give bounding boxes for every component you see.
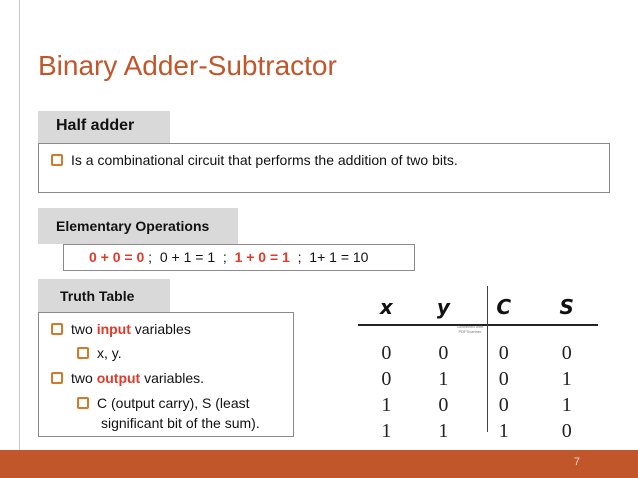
bullet-icon [51, 372, 63, 384]
elementary-operations-box [63, 244, 415, 271]
op-separator-2: ; 1+ 1 = 10 [289, 249, 369, 265]
left-rule [19, 0, 20, 450]
half-adder-box [38, 143, 610, 193]
table-header-row [358, 286, 598, 328]
truth-table [358, 286, 598, 442]
truth-table-bullets-box [38, 312, 294, 437]
cell: 1 [438, 368, 449, 390]
cell: 0 [381, 342, 392, 364]
input-prefix: two [71, 321, 97, 337]
output-prefix: two [71, 370, 97, 386]
op-0-plus-0: 0 + 0 = 0 [89, 249, 145, 265]
table-row [358, 392, 598, 418]
bullet-icon [77, 397, 89, 409]
header-x: x [379, 295, 393, 319]
bullet-icon [51, 323, 63, 335]
input-vars-text: x, y. [97, 345, 122, 361]
output-vars-continuation [101, 415, 260, 433]
cell: 0 [561, 342, 572, 364]
op-separator-1: ; 0 + 1 = 1 ; [144, 249, 235, 265]
cell: 0 [381, 368, 392, 390]
cell: 0 [438, 342, 449, 364]
header-y: y [436, 295, 450, 319]
half-adder-heading-text: Half adder [56, 117, 135, 134]
bullet-icon [77, 347, 89, 359]
output-variables-item [51, 370, 204, 388]
truth-table-heading [38, 279, 170, 312]
input-suffix: variables [130, 321, 191, 337]
header-c: C [496, 295, 512, 319]
output-keyword: output [96, 370, 141, 386]
cell: 0 [498, 394, 509, 416]
output-suffix: variables. [140, 370, 205, 386]
half-adder-description: Is a combinational circuit that performs the addition of two bits. [71, 152, 458, 168]
cell: 1 [498, 420, 509, 442]
output-vars-text-cont: significant bit of the sum). [101, 415, 260, 431]
half-adder-heading [38, 111, 170, 143]
cell: 0 [498, 342, 509, 364]
input-vars-subitem [77, 345, 122, 363]
output-vars-text: C (output carry), S (least [97, 395, 250, 411]
cell: 1 [381, 420, 392, 442]
input-variables-item [51, 321, 191, 339]
cell: 1 [561, 368, 572, 390]
table-row [358, 366, 598, 392]
op-1-plus-0: 1 + 0 = 1 [234, 249, 290, 265]
cell: 1 [561, 394, 572, 416]
input-keyword: input [96, 321, 131, 337]
slide-title: Binary Adder-Subtractor [38, 50, 337, 81]
footer-bar [0, 450, 638, 478]
cell: 0 [438, 394, 449, 416]
truth-table-grid [358, 286, 598, 444]
bullet-icon [51, 154, 63, 166]
cell: 0 [498, 368, 509, 390]
table-row [358, 418, 598, 444]
cell: 1 [381, 394, 392, 416]
output-vars-subitem [77, 395, 250, 413]
cell: 0 [561, 420, 572, 442]
truth-table-heading-text: Truth Table [60, 288, 135, 304]
column-separator [487, 286, 488, 432]
elementary-operations-heading-text: Elementary Operations [56, 218, 210, 234]
cell: 1 [438, 420, 449, 442]
header-s: S [559, 295, 574, 319]
page-number: 7 [573, 456, 580, 468]
elementary-operations-heading [38, 208, 238, 244]
table-row [358, 340, 598, 366]
watermark-text: Scrivened with PDFScanner [456, 324, 483, 334]
